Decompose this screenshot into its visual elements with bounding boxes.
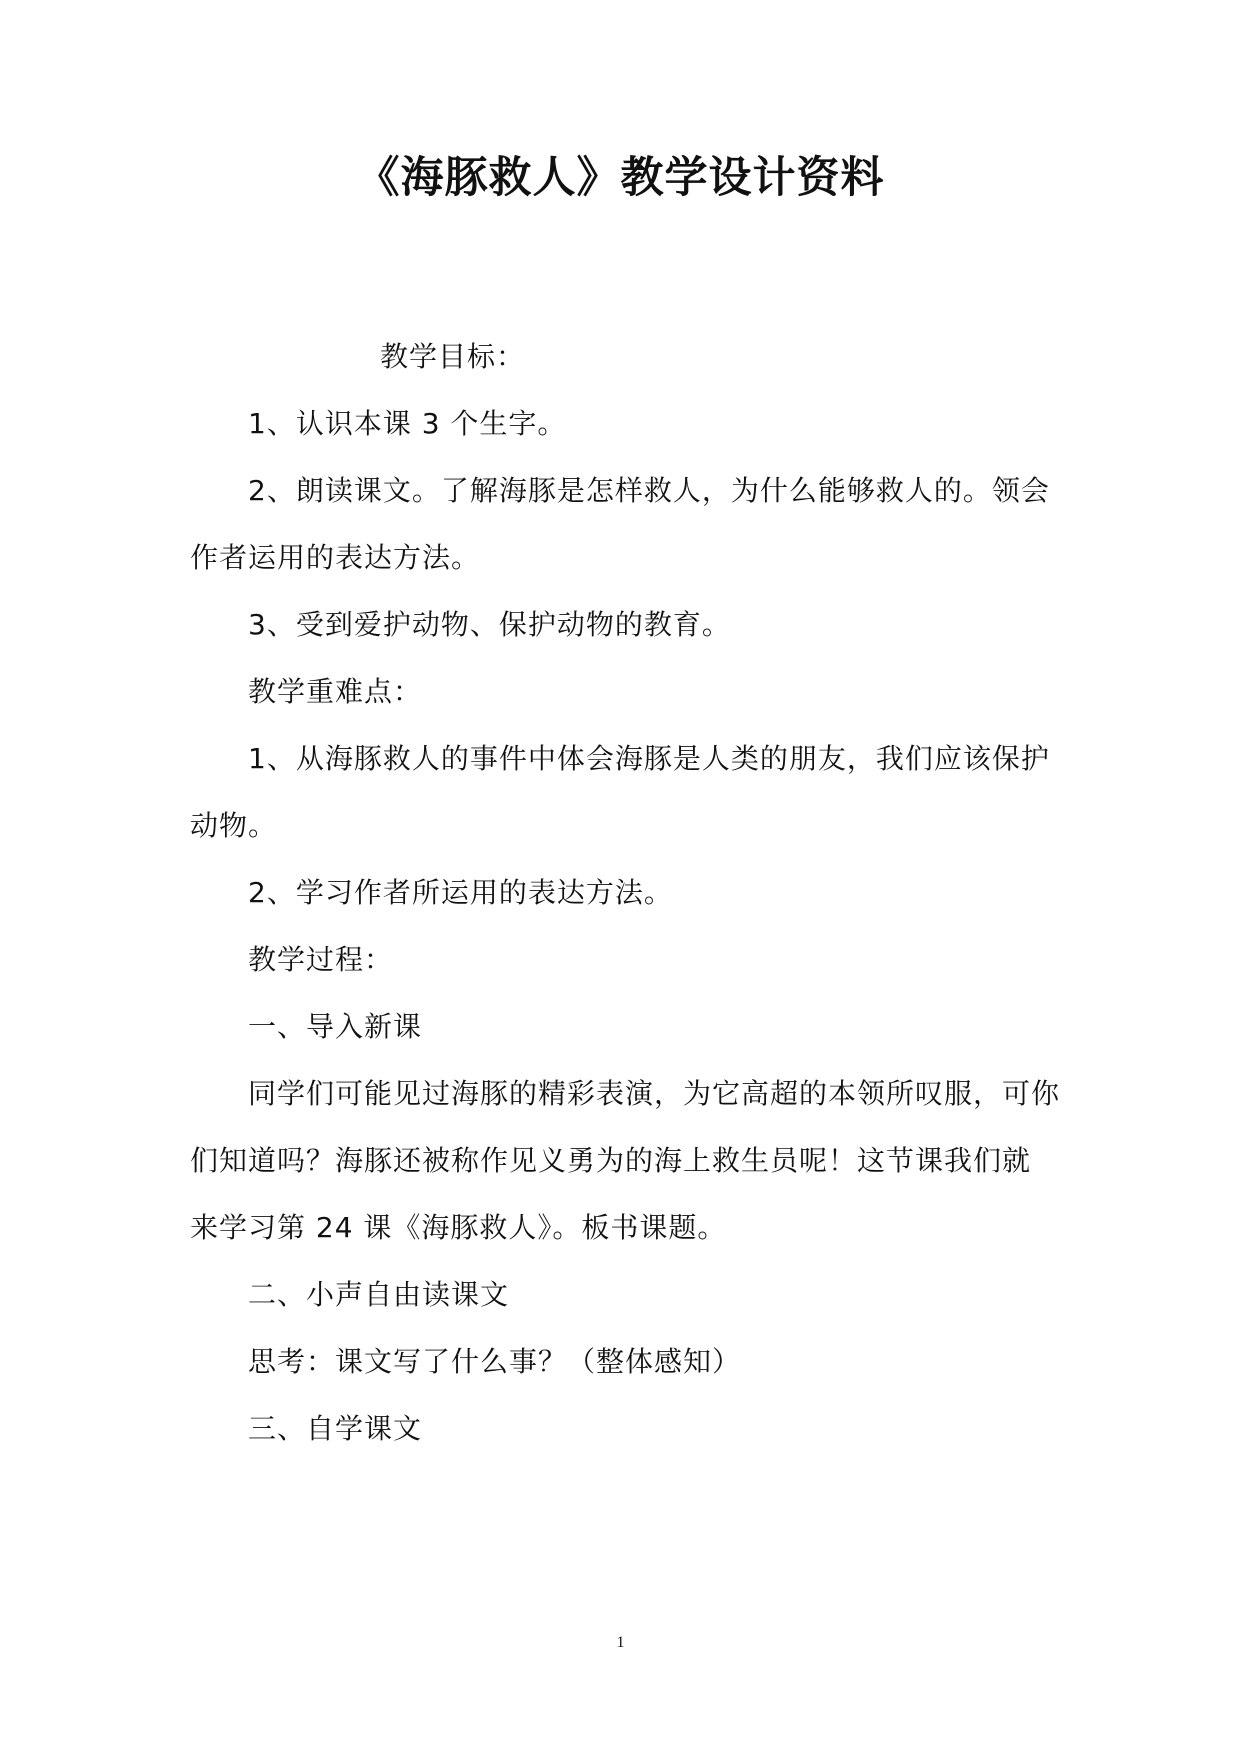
paragraph-line: 1、认识本课 3 个生字。 (248, 407, 567, 440)
paragraph-line: 3、受到爱护动物、保护动物的教育。 (248, 608, 731, 641)
paragraph-line: 动物。 (190, 809, 278, 842)
section-heading-reading: 二、小声自由读课文 (248, 1278, 510, 1311)
paragraph-line: 作者运用的表达方法。 (190, 541, 481, 574)
section-heading-key-points: 教学重难点： (248, 675, 423, 708)
section-heading-self-study: 三、自学课文 (248, 1412, 423, 1445)
section-heading-intro: 一、导入新课 (248, 1010, 423, 1043)
page-number: 1 (616, 1634, 625, 1651)
paragraph-line: 2、朗读课文。了解海豚是怎样救人，为什么能够救人的。领会 (248, 474, 1050, 507)
paragraph-line: 1、从海豚救人的事件中体会海豚是人类的朋友，我们应该保护 (248, 742, 1050, 775)
section-heading-process: 教学过程： (248, 943, 394, 976)
paragraph-line: 们知道吗？海豚还被称作见义勇为的海上救生员呢！这节课我们就 (190, 1144, 1032, 1177)
paragraph-line: 思考：课文写了什么事？（整体感知） (248, 1345, 742, 1378)
document-title: 《海豚救人》教学设计资料 (356, 153, 885, 203)
section-heading-objectives: 教学目标： (380, 340, 526, 373)
paragraph-line: 同学们可能见过海豚的精彩表演，为它高超的本领所叹服，可你 (248, 1077, 1061, 1110)
paragraph-line: 来学习第 24 课《海豚救人》。板书课题。 (190, 1211, 727, 1244)
paragraph-line: 2、学习作者所运用的表达方法。 (248, 876, 673, 909)
